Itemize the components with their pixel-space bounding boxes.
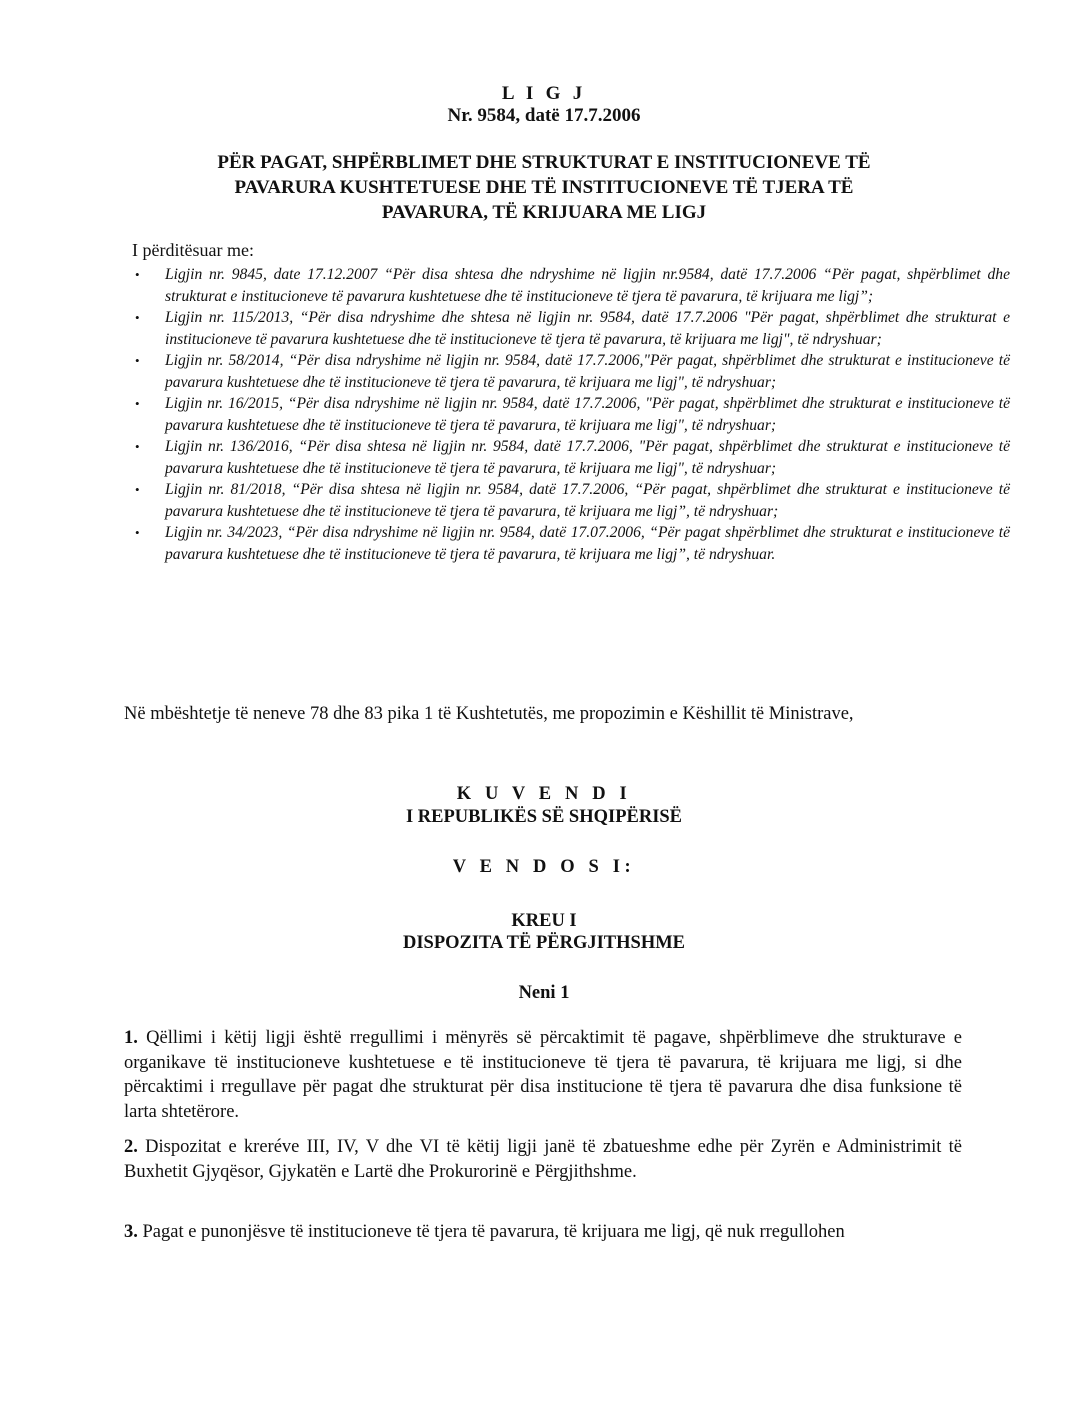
decides-heading: V E N D O S I: — [452, 857, 636, 877]
paragraph-number: 1. — [124, 1028, 138, 1048]
amendment-text: Ligjin nr. 58/2014, “Për disa ndryshime në ligjin nr. 9584, datë 17.7.2006,"Për pagat, shpërblimet dhe strukturat e institucioneve të pavarura kushtetuese dhe të institucioneve të tjera të pavarura, të krijuara me ligj", të ndryshuar; — [165, 352, 1010, 391]
bullet-icon: • — [135, 525, 140, 540]
amendment-text: Ligjin nr. 9845, date 17.12.2007 “Për disa shtesa dhe ndryshime në ligjin nr.9584, datë 17.7.2006 “Për pagat, shpërblimet dhe strukturat e institucioneve të pavarura kushtetuese dhe të institucioneve të tjera të pavarura, të krijuara me ligj”; — [165, 266, 1010, 305]
paragraph-text: Qëllimi i këtij ligji është rregullimi i mënyrës së përcaktimit të pagave, shpërblimeve dhe strukturave e organikave të institucioneve kushtetuese e të institucioneve të tjera të pavarura, të krijuara me ligj, si dhe përcaktimi i rregullave për pagat dhe strukturat për disa institucione të tjera të pavarura dhe disa funksione të larta shtetërore. — [124, 1028, 962, 1122]
amendment-text: Ligjin nr. 16/2015, “Për disa ndryshime në ligjin nr. 9584, datë 17.7.2006, "Për pagat, shpërblimet dhe strukturat e institucioneve të pavarura kushtetuese dhe të institucioneve të tjera të pavarura, të krijuara me ligj", të ndryshuar; — [165, 395, 1010, 434]
article-paragraph — [124, 1026, 962, 1124]
law-number: Nr. 9584, datë 17.7.2006 — [447, 105, 641, 126]
article-title: Neni 1 — [518, 983, 570, 1003]
amendment-item — [135, 522, 1010, 565]
amendment-item — [135, 436, 1010, 479]
chapter-title: DISPOZITA TË PËRGJITHSHME — [402, 933, 686, 953]
bullet-icon: • — [135, 439, 140, 454]
preamble: Në mbështetje të neneve 78 dhe 83 pika 1 të Kushtetutës, me propozimin e Këshillit të Ministrave, — [124, 704, 854, 724]
amendment-text: Ligjin nr. 34/2023, “Për disa ndryshime në ligjin nr. 9584, datë 17.07.2006, “Për pagat shpërblimet dhe strukturat e institucioneve të pavarura kushtetuese dhe të institucioneve të tjera të pavarura, të krijuara me ligj”, të ndryshuar. — [165, 524, 1010, 563]
paragraph-text: Pagat e punonjësve të institucioneve të tjera të pavarura, të krijuara me ligj, që nuk rregullohen — [137, 1222, 845, 1242]
amendment-text: Ligjin nr. 115/2013, “Për disa ndryshime dhe shtesa në ligjin nr. 9584, datë 17.7.2006 "Për pagat, shpërblimet dhe strukturat e institucioneve të pavarura kushtetuese dhe të institucioneve të tjera të pavarura, të krijuara me ligj", të ndryshuar; — [165, 309, 1010, 348]
bullet-icon: • — [135, 267, 140, 282]
bullet-icon: • — [135, 396, 140, 411]
law-title-line: PAVARURA, TË KRIJUARA ME LIGJ — [381, 202, 707, 223]
amendment-item — [135, 307, 1010, 350]
bullet-icon: • — [135, 482, 140, 497]
amendment-text: Ligjin nr. 81/2018, “Për disa shtesa në ligjin nr. 9584, datë 17.7.2006, “Për pagat, shpërblimet dhe strukturat e institucioneve të pavarura kushtetuese dhe të institucioneve të tjera të pavarura, të krijuara me ligj”, të ndryshuar; — [165, 481, 1010, 520]
amendment-text: Ligjin nr. 136/2016, “Për disa shtesa në ligjin nr. 9584, datë 17.7.2006, "Për pagat, shpërblimet dhe strukturat e institucioneve të pavarura kushtetuese dhe të institucioneve të tjera të pavarura, të krijuara me ligj", të ndryshuar; — [165, 438, 1010, 477]
amendment-item — [135, 264, 1010, 307]
assembly-subheading: I REPUBLIKËS SË SHQIPËRISË — [405, 807, 683, 827]
assembly-heading: K U V E N D I — [456, 784, 632, 804]
chapter-number: KREU I — [511, 911, 577, 931]
article-paragraph — [124, 1135, 962, 1184]
amendment-item — [135, 350, 1010, 393]
paragraph-number: 2. — [124, 1137, 138, 1157]
paragraph-text: Dispozitat e kreréve III, IV, V dhe VI të këtij ligji janë të zbatueshme edhe për Zyrën e Administrimit të Buxhetit Gjyqësor, Gjykatën e Lartë dhe Prokurorinë e Përgjithshme. — [124, 1137, 962, 1182]
updated-with-label: I përditësuar me: — [132, 240, 254, 260]
amendments-list — [130, 264, 1010, 565]
law-title-line: PAVARURA KUSHTETUESE DHE TË INSTITUCIONEVE TË TJERA TË — [234, 177, 854, 198]
paragraph-number: 3. — [124, 1222, 138, 1242]
law-title — [0, 150, 1088, 225]
amendment-item — [135, 479, 1010, 522]
bullet-icon: • — [135, 353, 140, 368]
amendment-item — [135, 393, 1010, 436]
law-label: L I G J — [501, 83, 587, 104]
bullet-icon: • — [135, 310, 140, 325]
article-paragraph — [124, 1220, 962, 1245]
law-title-line: PËR PAGAT, SHPËRBLIMET DHE STRUKTURAT E INSTITUCIONEVE TË — [217, 152, 871, 173]
